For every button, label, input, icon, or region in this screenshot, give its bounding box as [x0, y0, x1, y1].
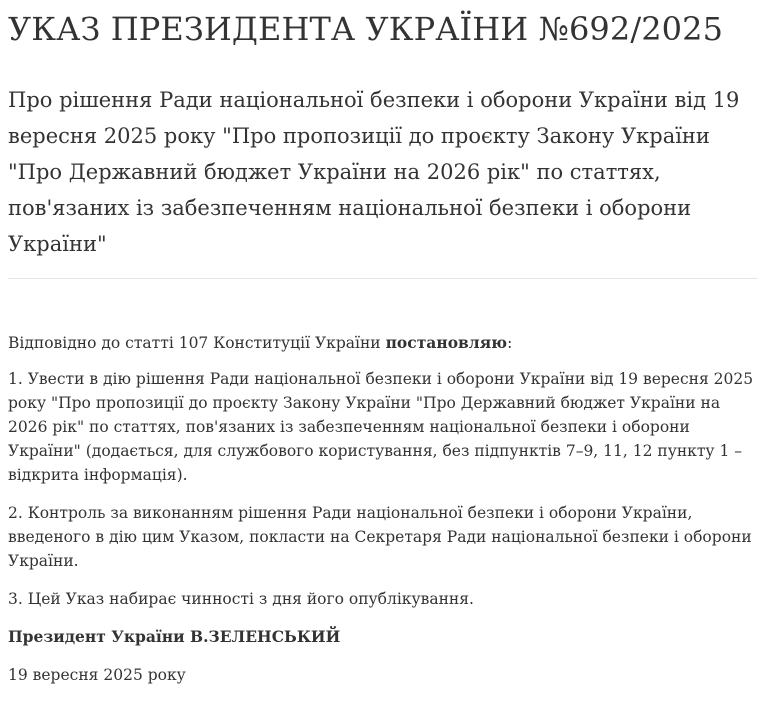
- decree-item-2: 2. Контроль за виконанням рішення Ради національної безпеки і оборони України, введеного в дію цим Указом, покласти на Секретаря Ради національної безпеки і оборони України.: [8, 504, 752, 570]
- preamble-suffix: :: [507, 334, 513, 352]
- preamble-text: Відповідно до статті 107 Конституції України: [8, 334, 386, 352]
- decree-body: [8, 331, 760, 701]
- decree-item-1: 1. Увести в дію рішення Ради національної безпеки і оборони України від 19 вересня 2025 року "Про пропозиції до проєкту Закону України "Про Державний бюджет України на 2026 рік" по статтях, пов'язаних із забезпеченням національної безпеки і оборони України" (додається, для службового користування, без підпунктів 7–9, 11, 12 пункту 1 – відкрита інформація).: [8, 370, 754, 484]
- decree-date: 19 вересня 2025 року: [8, 666, 186, 684]
- divider: [8, 278, 758, 279]
- preamble: [8, 331, 760, 355]
- signature: Президент України В.ЗЕЛЕНСЬКИЙ: [8, 627, 341, 646]
- decree-subtitle: Про рішення Ради національної безпеки і оборони України від 19 вересня 2025 року "Про пропозиції до проєкту Закону України "Про Державний бюджет України на 2026 рік" по статтях, пов'язаних із забезпеченням національної безпеки і оборони України": [8, 88, 740, 256]
- decree-item-3: 3. Цей Указ набирає чинності з дня його опублікування.: [8, 590, 474, 608]
- preamble-emphasis: постановляю: [385, 333, 508, 352]
- decree-title: УКАЗ ПРЕЗИДЕНТА УКРАЇНИ №692/2025: [8, 10, 724, 48]
